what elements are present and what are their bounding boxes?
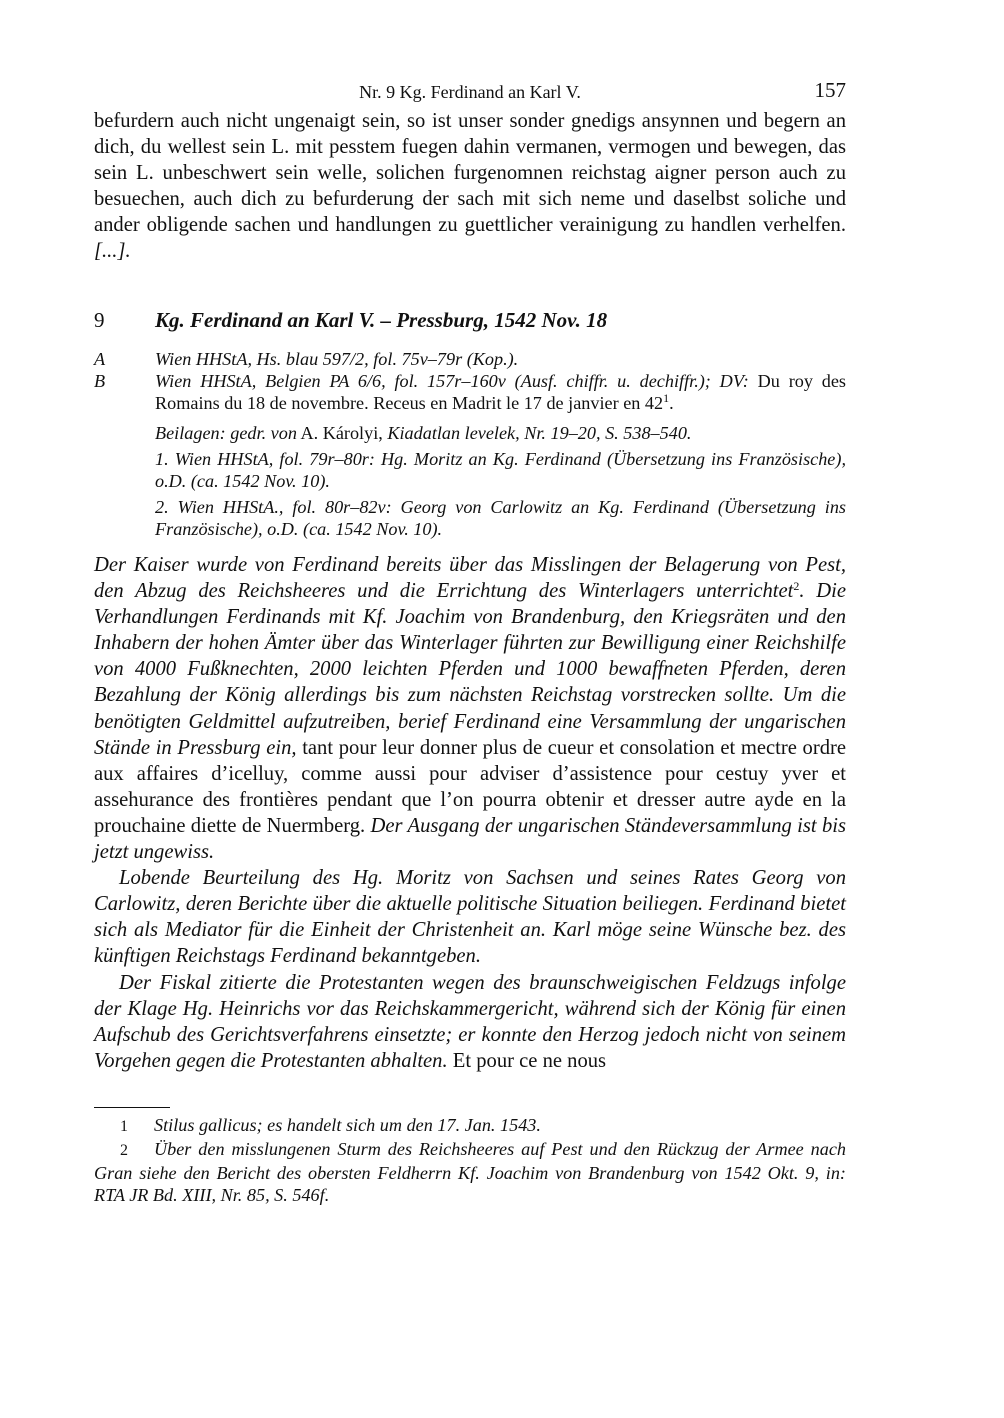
continuation-ellipsis: [...].: [94, 240, 131, 262]
footnote-ref[interactable]: 2: [793, 579, 800, 594]
beilagen-label: Beilagen: gedr. von: [155, 423, 297, 443]
running-head: Nr. 9 Kg. Ferdinand an Karl V.: [359, 82, 581, 102]
continuation-text: befurdern auch nicht ungenaigt sein, so ist unser sonder gnedigs ansynnen und begern an dich, du wellest sein L. mit pesstem fuegen dahin vermanen, vermogen und bewegen, das sein L. unbeschwert sein welle, solichen furgenomnen reichstag aigner person auch zu besuechen, auch dich zu befurderung der sach mit sich neme und daselbst soliche und ander obligende sachen und handlungen zu guettlicher verainigung zu handlen verhelfen.: [94, 110, 846, 236]
footnote-number: 2: [120, 1141, 128, 1159]
footnote-number: 1: [120, 1117, 128, 1135]
source-text-italic: Wien HHStA, Belgien PA 6/6, fol. 157r–160v (Ausf. chiffr. u. dechiffr.); DV:: [155, 371, 749, 391]
document-heading: [94, 306, 846, 334]
source-siglum: A: [94, 349, 106, 369]
footnote-text: Stilus gallicus; es handelt sich um den 17. Jan. 1543.: [154, 1114, 541, 1135]
footnote: [94, 1138, 846, 1206]
continuation-paragraph: [94, 108, 846, 264]
document-page: [94, 78, 846, 1206]
summary-paragraph: [94, 970, 846, 1074]
summary-italic: Der Ausgang der ungarischen Ständeversammlung ist bis jetzt ungewiss.: [94, 814, 846, 864]
summary-quote: tant pour leur donner plus de cueur et consolation et mectre ordre aux affaires d’icelluy, comme aussi pour adviser d’assistence pour cestuy yver et assehurance des frontières pendant que l’on pourra obtenir et dresser autre ayde en la prouchaine diette de Nuermberg.: [94, 736, 846, 837]
summary-paragraph: Lobende Beurteilung des Hg. Moritz von Sachsen und seines Rates Georg von Carlowitz, deren Berichte über die aktuelle politische Situation beiliegen. Ferdinand bietet sich als Mediator für die Einheit der Christenheit an. Karl möge seine Wünsche bez. des künftigen Reichstags Ferdinand bekanntgeben.: [94, 867, 846, 968]
summary-italic: . Die Verhandlungen Ferdinands mit Kf. Joachim von Brandenburg, den Kriegsräten und den Inhabern der hohen Ämter über das Winterlager führten zur Bewilligung einer Reichshilfe von 4000 Fußknechten, 2000 leichten Pferden und 1000 bewaffneten Pferden, deren Bezahlung der König allerdings bis zum nächsten Reichstag vorstrecken sollte. Um die benötigten Geldmittel aufzutreiben, berief Ferdinand eine Versammlung der ungarischen Stände in Pressburg ein,: [94, 580, 847, 759]
beilagen-ref: Kiadatlan levelek, Nr. 19–20, S. 538–540.: [387, 423, 692, 443]
source-entry-b: [94, 370, 846, 414]
source-text: Wien HHStA, Belgien PA 6/6, fol. 157r–160v (Ausf. chiffr. u. dechiffr.); DV: Du roy des Romains du 18 de novembre. Receus en Madrit le 17 de janvier en $42^1$.: [155, 371, 847, 413]
footnote-divider: [94, 1107, 170, 1108]
regest-summary: [94, 552, 846, 1074]
footnote-ref[interactable]: 1: [663, 391, 670, 405]
beilage-item: 2. Wien HHStA., fol. 80r–82v: Georg von Carlowitz an Kg. Ferdinand (Übersetzung ins Französische), o.D. (ca. 1542 Nov. 10).: [155, 497, 846, 539]
beilage-item: 1. Wien HHStA, fol. 79r–80r: Hg. Moritz an Kg. Ferdinand (Übersetzung ins Französische), o.D. (ca. 1542 Nov. 10).: [155, 449, 846, 491]
footnote: [94, 1114, 846, 1138]
page-header: [94, 78, 846, 108]
summary-italic: Der Kaiser wurde von Ferdinand bereits über das Misslingen der Belagerung von Pest, den Abzug des Reichsheeres und die Errichtung des Winterlagers unterrichtet: [94, 554, 846, 603]
source-entry-a: [94, 348, 846, 370]
footnote-text: Über den misslungenen Sturm des Reichsheeres auf Pest und den Rückzug der Armee nach Gran siehe den Bericht des obersten Feldherrn Kf. Joachim von Brandenburg von 1542 Okt. 9, in: RTA JR Bd. XIII, Nr. 85, S. 546f.: [94, 1138, 846, 1205]
summary-italic: Der Fiskal zitierte die Protestanten wegen des braunschweigischen Feldzugs infolge der Klage Hg. Heinrichs vor das Reichskammergericht, während sich der König für einen Aufschub des Gerichtsverfahrens einsetzte; er konnte den Herzog jedoch nicht von seinem Vorgehen gegen die Protestanten abhalten.: [94, 971, 846, 1072]
page-number: 157: [814, 78, 846, 102]
footnotes: [94, 1114, 846, 1206]
beilagen-author: A. Károlyi,: [300, 423, 383, 443]
summary-quote: Et pour ce ne nous: [452, 1049, 607, 1072]
beilagen-intro: [155, 422, 846, 444]
document-number: 9: [94, 308, 105, 332]
source-siglum: B: [94, 371, 106, 391]
document-title: Kg. Ferdinand an Karl V. – Pressburg, 1542 Nov. 18: [155, 308, 608, 332]
source-text: Wien HHStA, Hs. blau 597/2, fol. 75v–79r (Kop.).: [155, 349, 519, 369]
summary-paragraph: [94, 552, 846, 865]
source-text-roman: Du roy des Romains du 18 de novembre. Receus en Madrit le 17 de janvier en 42: [155, 371, 847, 413]
source-list: [94, 348, 846, 540]
